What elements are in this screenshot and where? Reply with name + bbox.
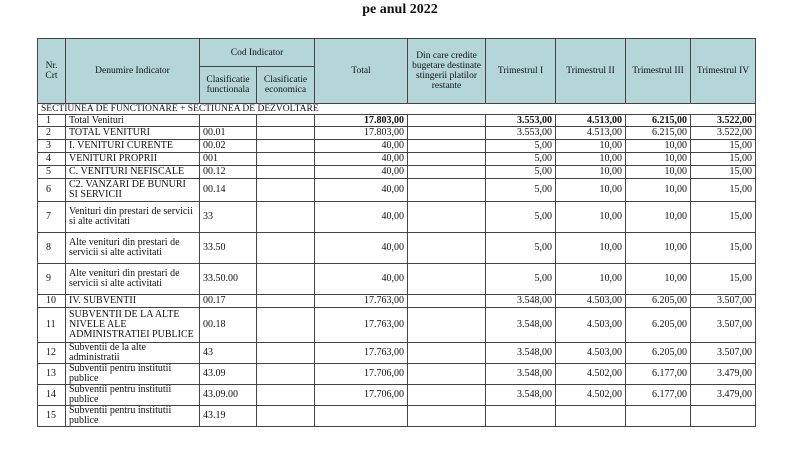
- cell-q4: 15,00: [691, 179, 756, 202]
- cell-q4: [691, 406, 756, 427]
- cell-name: Alte venituri din prestari de servicii si alte activitati: [66, 233, 200, 264]
- cell-q1: 5,00: [486, 202, 556, 233]
- cell-q4: 3.522,00: [691, 115, 756, 127]
- cell-q2: 4.502,00: [556, 364, 626, 385]
- cell-functional: 00.01: [200, 127, 257, 140]
- cell-total: 17.706,00: [315, 364, 408, 385]
- header-q2: Trimestrul II: [556, 39, 626, 104]
- table-row: [38, 364, 756, 385]
- table-row: [38, 140, 756, 153]
- cell-credits: [408, 115, 486, 127]
- cell-q1: 5,00: [486, 264, 556, 295]
- cell-name: TOTAL VENITURI: [66, 127, 200, 140]
- cell-economic: [257, 233, 315, 264]
- table-body: [38, 104, 756, 427]
- cell-name: Venituri din prestari de servicii si alte activitati: [66, 202, 200, 233]
- cell-q4: 15,00: [691, 233, 756, 264]
- page-title: pe anul 2022: [362, 2, 438, 17]
- cell-functional: [200, 115, 257, 127]
- cell-credits: [408, 166, 486, 179]
- cell-functional: 00.18: [200, 308, 257, 343]
- cell-name: IV. SUBVENTII: [66, 295, 200, 308]
- cell-q4: 15,00: [691, 153, 756, 166]
- table-row: [38, 202, 756, 233]
- cell-nr: 1: [38, 115, 66, 127]
- cell-name: Total Venituri: [66, 115, 200, 127]
- cell-name: Alte venituri din prestari de servicii si alte activitati: [66, 264, 200, 295]
- cell-total: [315, 406, 408, 427]
- cell-q2: 10,00: [556, 140, 626, 153]
- cell-credits: [408, 308, 486, 343]
- cell-economic: [257, 385, 315, 406]
- cell-q1: 5,00: [486, 153, 556, 166]
- table-row: [38, 127, 756, 140]
- budget-table: [37, 38, 756, 427]
- cell-q3: 10,00: [626, 233, 691, 264]
- cell-functional: 001: [200, 153, 257, 166]
- cell-q4: 15,00: [691, 166, 756, 179]
- cell-functional: 33: [200, 202, 257, 233]
- cell-economic: [257, 295, 315, 308]
- cell-functional: 00.12: [200, 166, 257, 179]
- cell-nr: 6: [38, 179, 66, 202]
- cell-functional: 00.17: [200, 295, 257, 308]
- header-economic: Clasificatie economica: [257, 67, 315, 104]
- cell-economic: [257, 140, 315, 153]
- header-total: Total: [315, 39, 408, 104]
- cell-q4: 3.479,00: [691, 364, 756, 385]
- cell-q3: 6.205,00: [626, 343, 691, 364]
- cell-q1: [486, 406, 556, 427]
- cell-q3: 6.205,00: [626, 295, 691, 308]
- cell-economic: [257, 308, 315, 343]
- cell-nr: 7: [38, 202, 66, 233]
- cell-economic: [257, 115, 315, 127]
- cell-q4: 3.507,00: [691, 343, 756, 364]
- header-nr: Nr. Crt: [38, 39, 66, 104]
- cell-credits: [408, 153, 486, 166]
- cell-q3: 6.215,00: [626, 115, 691, 127]
- cell-functional: 43.19: [200, 406, 257, 427]
- cell-credits: [408, 233, 486, 264]
- cell-q3: 10,00: [626, 140, 691, 153]
- cell-nr: 2: [38, 127, 66, 140]
- cell-q1: 3.548,00: [486, 364, 556, 385]
- cell-q4: 15,00: [691, 202, 756, 233]
- cell-q2: 10,00: [556, 264, 626, 295]
- cell-name: Subventii pentru institutii publice: [66, 406, 200, 427]
- cell-functional: 00.02: [200, 140, 257, 153]
- cell-nr: 10: [38, 295, 66, 308]
- cell-q3: 10,00: [626, 153, 691, 166]
- cell-q1: 3.548,00: [486, 385, 556, 406]
- cell-functional: 33.50.00: [200, 264, 257, 295]
- cell-economic: [257, 166, 315, 179]
- cell-name: Subventii pentru institutii publice: [66, 385, 200, 406]
- cell-nr: 13: [38, 364, 66, 385]
- cell-name: C2. VANZARI DE BUNURI SI SERVICII: [66, 179, 200, 202]
- cell-nr: 9: [38, 264, 66, 295]
- cell-q1: 3.553,00: [486, 115, 556, 127]
- cell-q2: 4.503,00: [556, 343, 626, 364]
- header-functional: Clasificatie functionala: [200, 67, 257, 104]
- table-row: [38, 406, 756, 427]
- cell-q1: 5,00: [486, 179, 556, 202]
- cell-nr: 5: [38, 166, 66, 179]
- cell-total: 17.763,00: [315, 343, 408, 364]
- cell-nr: 8: [38, 233, 66, 264]
- cell-total: 40,00: [315, 202, 408, 233]
- table-row: [38, 115, 756, 127]
- cell-q3: 10,00: [626, 264, 691, 295]
- header-name: Denumire Indicator: [66, 39, 200, 104]
- cell-q3: 6.215,00: [626, 127, 691, 140]
- cell-nr: 3: [38, 140, 66, 153]
- table-row: [38, 179, 756, 202]
- cell-total: 17.763,00: [315, 308, 408, 343]
- table-row: [38, 264, 756, 295]
- cell-economic: [257, 179, 315, 202]
- cell-functional: 43: [200, 343, 257, 364]
- cell-q2: 4.513,00: [556, 115, 626, 127]
- cell-q3: [626, 406, 691, 427]
- cell-economic: [257, 264, 315, 295]
- cell-q2: [556, 406, 626, 427]
- cell-total: 40,00: [315, 233, 408, 264]
- cell-economic: [257, 153, 315, 166]
- cell-credits: [408, 264, 486, 295]
- section-title: SECTIUNEA DE FUNCTIONARE + SECTIUNEA DE DEZVOLTARE: [38, 104, 756, 115]
- table-row: [38, 295, 756, 308]
- cell-total: 17.803,00: [315, 115, 408, 127]
- cell-q2: 10,00: [556, 153, 626, 166]
- cell-name: Subventii pentru institutii publice: [66, 364, 200, 385]
- cell-credits: [408, 295, 486, 308]
- cell-economic: [257, 406, 315, 427]
- cell-total: 40,00: [315, 166, 408, 179]
- cell-total: 17.803,00: [315, 127, 408, 140]
- cell-q3: 10,00: [626, 166, 691, 179]
- cell-credits: [408, 343, 486, 364]
- cell-name: I. VENITURI CURENTE: [66, 140, 200, 153]
- cell-credits: [408, 385, 486, 406]
- cell-total: 17.706,00: [315, 385, 408, 406]
- cell-q1: 5,00: [486, 233, 556, 264]
- cell-economic: [257, 127, 315, 140]
- cell-credits: [408, 202, 486, 233]
- cell-credits: [408, 364, 486, 385]
- cell-q3: 6.177,00: [626, 385, 691, 406]
- cell-name: SUBVENTII DE LA ALTE NIVELE ALE ADMINISTRATIEI PUBLICE: [66, 308, 200, 343]
- table-row: [38, 308, 756, 343]
- cell-total: 40,00: [315, 153, 408, 166]
- cell-q4: 15,00: [691, 140, 756, 153]
- cell-credits: [408, 179, 486, 202]
- cell-q2: 10,00: [556, 202, 626, 233]
- cell-q2: 4.503,00: [556, 308, 626, 343]
- cell-q3: 10,00: [626, 179, 691, 202]
- cell-q2: 4.502,00: [556, 385, 626, 406]
- cell-functional: 43.09.00: [200, 385, 257, 406]
- cell-q4: 15,00: [691, 264, 756, 295]
- cell-q1: 3.548,00: [486, 308, 556, 343]
- cell-nr: 11: [38, 308, 66, 343]
- cell-functional: 33.50: [200, 233, 257, 264]
- cell-q2: 10,00: [556, 166, 626, 179]
- table-row: [38, 166, 756, 179]
- cell-total: 40,00: [315, 140, 408, 153]
- cell-nr: 14: [38, 385, 66, 406]
- cell-economic: [257, 343, 315, 364]
- header-q3: Trimestrul III: [626, 39, 691, 104]
- header-q1: Trimestrul I: [486, 39, 556, 104]
- cell-q1: 3.548,00: [486, 343, 556, 364]
- cell-nr: 15: [38, 406, 66, 427]
- table-row: [38, 233, 756, 264]
- cell-nr: 12: [38, 343, 66, 364]
- cell-q4: 3.522,00: [691, 127, 756, 140]
- cell-economic: [257, 202, 315, 233]
- cell-nr: 4: [38, 153, 66, 166]
- cell-q3: 10,00: [626, 202, 691, 233]
- header-credits: Din care credite bugetare destinate stingerii platilor restante: [408, 39, 486, 104]
- header-code-group: Cod Indicator: [200, 39, 315, 67]
- cell-q4: 3.507,00: [691, 295, 756, 308]
- cell-credits: [408, 406, 486, 427]
- cell-q3: 6.177,00: [626, 364, 691, 385]
- cell-total: 40,00: [315, 264, 408, 295]
- cell-credits: [408, 140, 486, 153]
- table-row: [38, 153, 756, 166]
- cell-q4: 3.507,00: [691, 308, 756, 343]
- cell-total: 17.763,00: [315, 295, 408, 308]
- cell-functional: 00.14: [200, 179, 257, 202]
- cell-q2: 4.503,00: [556, 295, 626, 308]
- cell-q1: 5,00: [486, 166, 556, 179]
- cell-q2: 10,00: [556, 179, 626, 202]
- cell-name: Subventii de la alte administratii: [66, 343, 200, 364]
- cell-q4: 3.479,00: [691, 385, 756, 406]
- cell-q1: 3.548,00: [486, 295, 556, 308]
- cell-economic: [257, 364, 315, 385]
- cell-credits: [408, 127, 486, 140]
- cell-q1: 3.553,00: [486, 127, 556, 140]
- table-header: [38, 39, 756, 104]
- cell-name: C. VENITURI NEFISCALE: [66, 166, 200, 179]
- section-row: [38, 104, 756, 115]
- cell-name: VENITURI PROPRII: [66, 153, 200, 166]
- header-q4: Trimestrul IV: [691, 39, 756, 104]
- cell-total: 40,00: [315, 179, 408, 202]
- table-row: [38, 343, 756, 364]
- cell-q2: 4.513,00: [556, 127, 626, 140]
- cell-q2: 10,00: [556, 233, 626, 264]
- table-row: [38, 385, 756, 406]
- cell-q3: 6.205,00: [626, 308, 691, 343]
- cell-functional: 43.09: [200, 364, 257, 385]
- cell-q1: 5,00: [486, 140, 556, 153]
